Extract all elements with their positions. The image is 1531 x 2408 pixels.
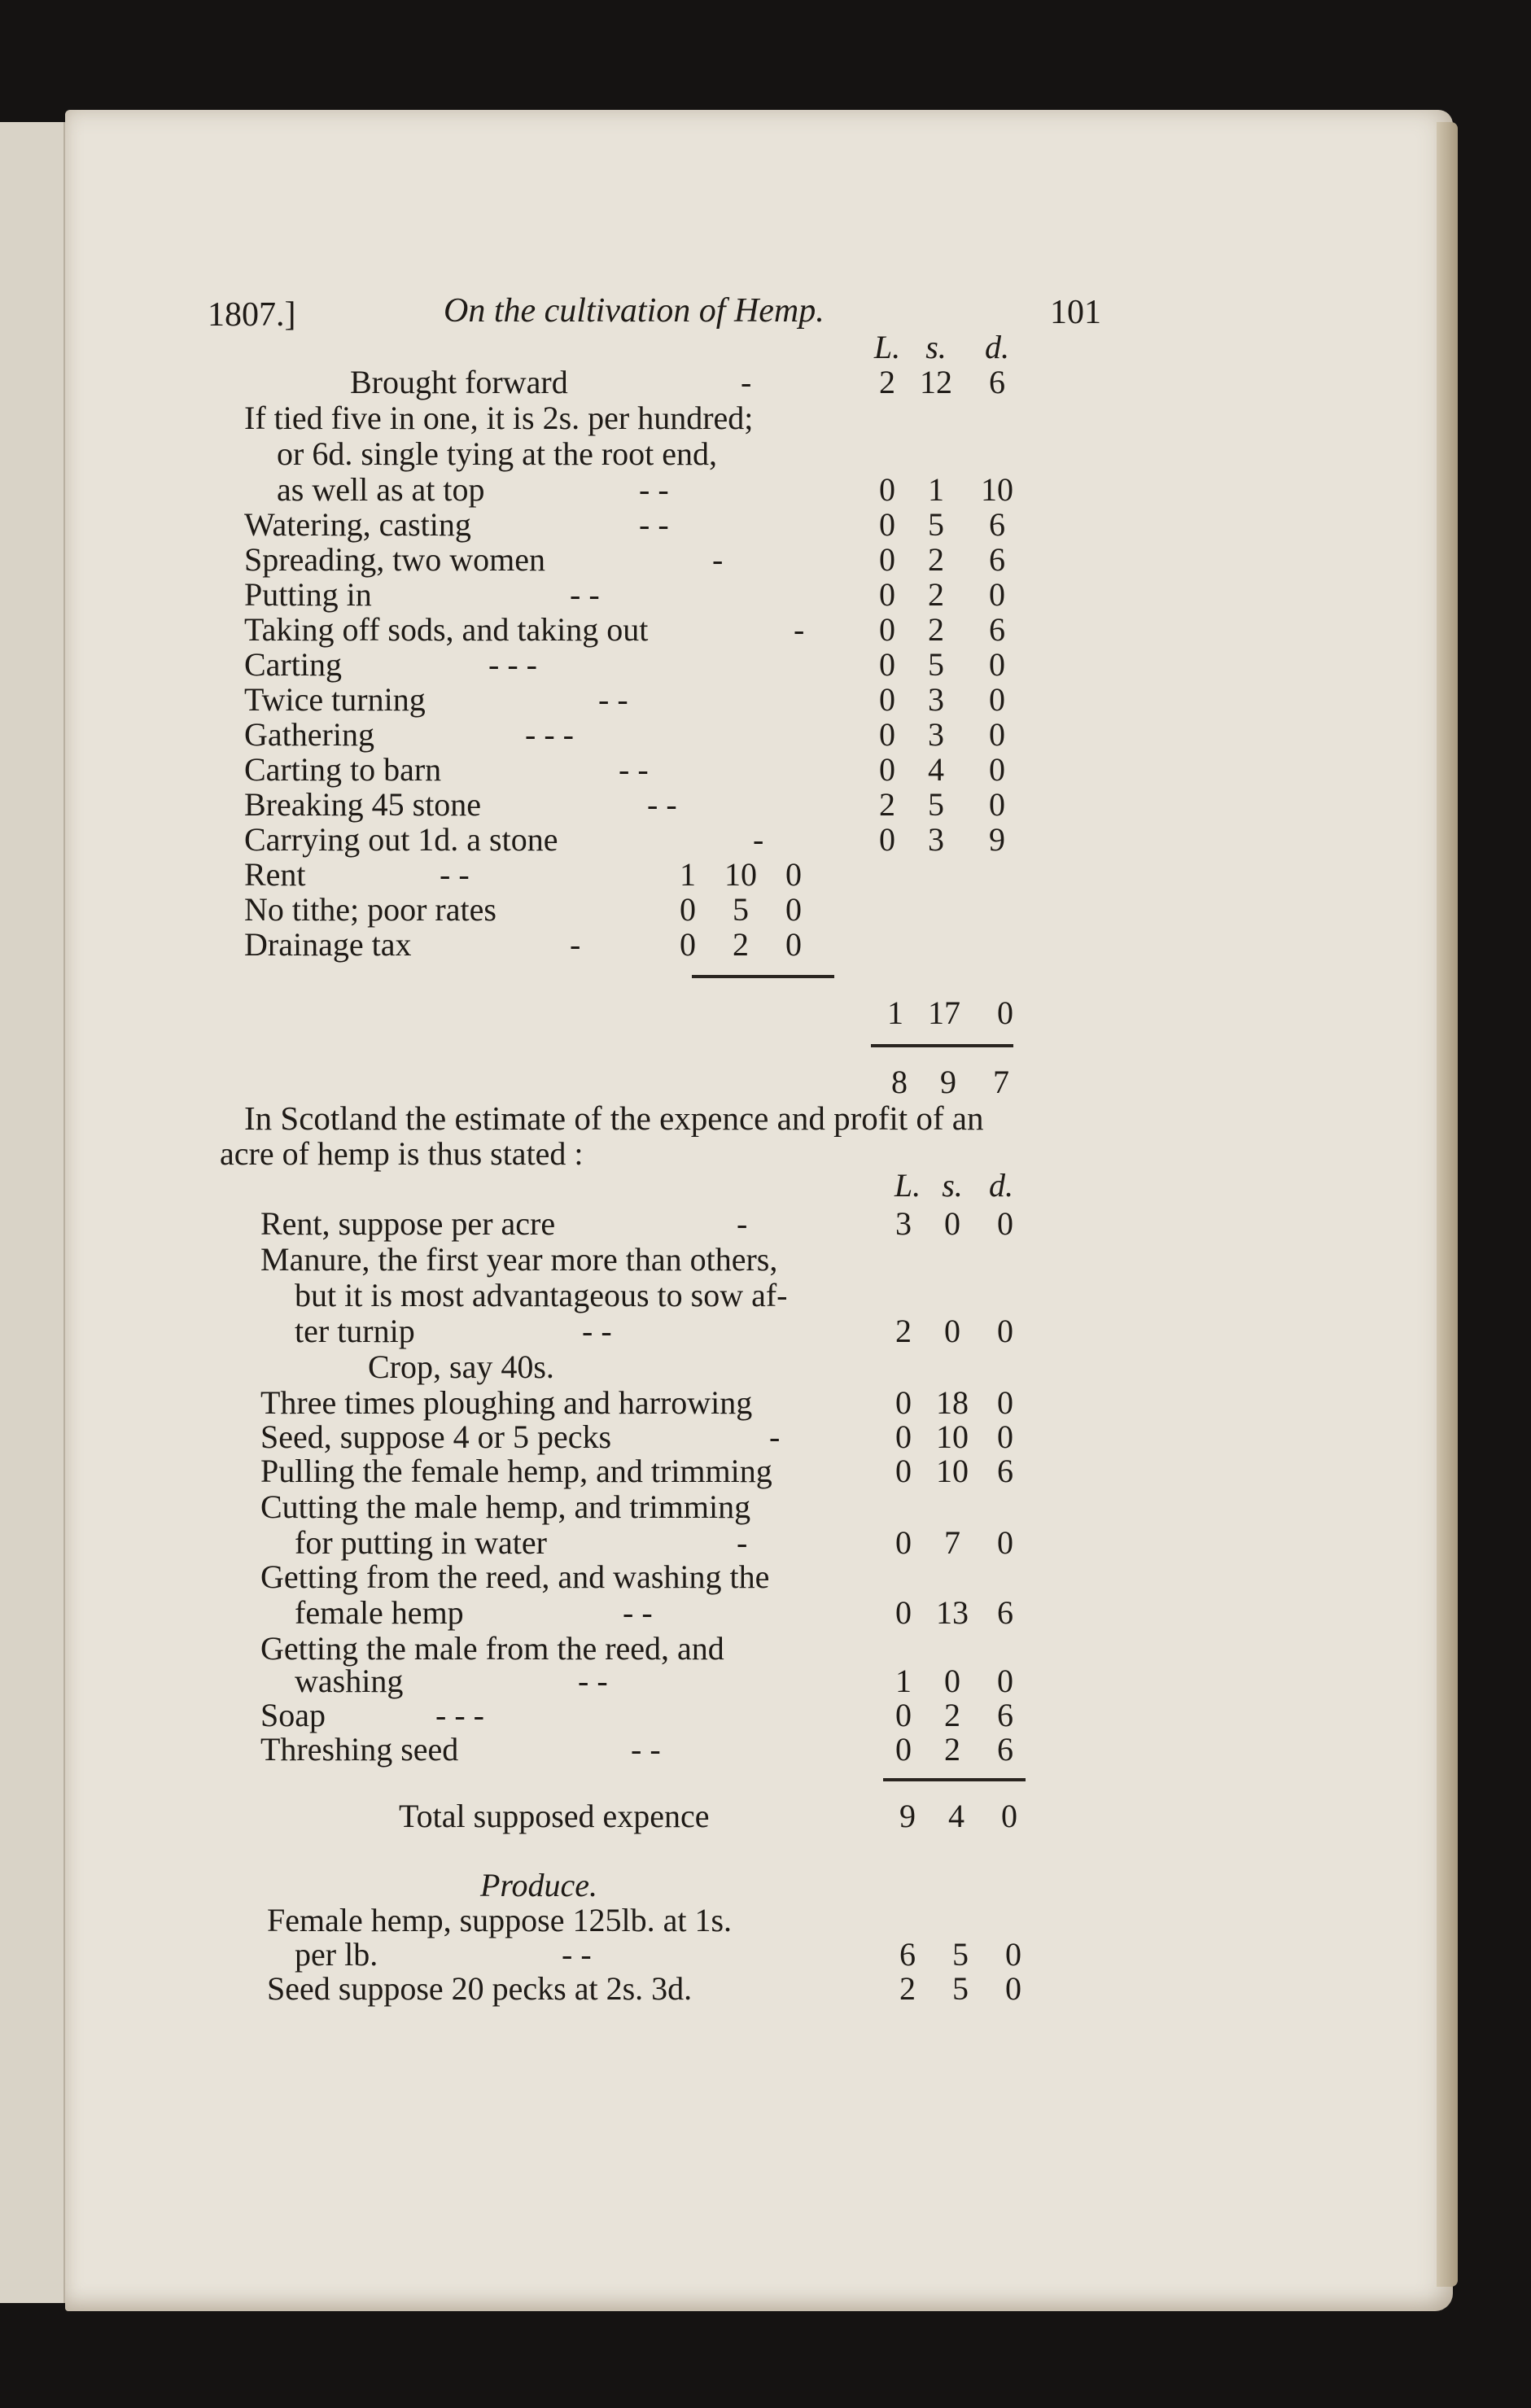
t2-row-line: ter turnip [295,1313,415,1349]
t1-subrow-dashes: - [570,926,581,963]
t1-row-dashes: - - [619,751,649,788]
t1-row-dashes: - - [570,576,600,613]
t2-row-s: 10 [936,1418,969,1455]
t1-subrow-label: Rent [244,856,306,893]
t1-row-l: 0 [879,611,895,648]
t1-subrow-l: 1 [680,856,696,893]
t1-row-dashes: - - [647,786,677,823]
t1-row-d: 0 [989,681,1005,718]
t1-row-label: Putting in [244,576,372,613]
t1-row-dashes: - - - [525,716,574,753]
t1-row-label: Gathering [244,716,374,753]
grand-total-l: 8 [891,1064,908,1100]
t2-row-dashes: - - [631,1731,661,1768]
brought-forward-label: Brought forward [350,364,568,400]
t2-row-s: 0 [944,1205,960,1242]
t2-row-d: 0 [997,1524,1013,1561]
t1-row-s: 5 [928,786,944,823]
t2-row-l: 0 [895,1418,912,1455]
produce-row-s: 5 [952,1936,969,1973]
t1-row-d: 0 [989,646,1005,683]
t1-row-s: 2 [928,611,944,648]
t2-row-line: Threshing seed [260,1731,459,1768]
total-expence-d: 0 [1001,1798,1017,1834]
t1-row-l: 2 [879,786,895,823]
brought-forward-dash: - [741,364,752,400]
t1-row-s: 3 [928,681,944,718]
t2-row-d: 0 [997,1384,1013,1421]
t2-row-line: but it is most advantageous to sow af- [295,1277,788,1313]
t2-row-l: 1 [895,1663,912,1699]
t1-row-s: 5 [928,506,944,543]
t2-row-line: Soap [260,1697,326,1733]
t1-row-dashes: - [712,541,724,578]
t2-row-s: 0 [944,1313,960,1349]
subtotal-rule [692,975,834,978]
total-expence-rule [883,1778,1026,1781]
t1-subrow-l: 0 [680,891,696,928]
t1-subrow-d: 0 [785,891,802,928]
produce-heading: Produce. [480,1867,598,1903]
t2-row-s: 10 [936,1453,969,1489]
produce-row-l: 2 [899,1970,916,2007]
t1-row-d: 9 [989,821,1005,858]
t2-currency-header-pence: d. [989,1167,1013,1204]
t1-subrow-d: 0 [785,856,802,893]
t1-row-d: 6 [989,506,1005,543]
t1-row-d: 10 [981,471,1013,508]
t2-row-d: 6 [997,1731,1013,1768]
t1-row-d: 0 [989,716,1005,753]
t1-row-dashes: - - [639,506,669,543]
t2-row-l: 3 [895,1205,912,1242]
t1-subrow-label: Drainage tax [244,926,412,963]
t2-row-line: female hemp [295,1594,464,1631]
t2-row-s: 18 [936,1384,969,1421]
t1-row-l: 0 [879,716,895,753]
t1-subrow-s: 2 [733,926,749,963]
t1-row-l: 0 [879,576,895,613]
t1-row-dashes: - - [639,471,669,508]
t1-row-s: 4 [928,751,944,788]
produce-row-l: 6 [899,1936,916,1973]
t1-row-s: 5 [928,646,944,683]
t1-row-l: 0 [879,751,895,788]
t2-row-l: 0 [895,1731,912,1768]
t1-row-l: 0 [879,506,895,543]
tying-line-2: or 6d. single tying at the root end, [277,435,718,472]
scotland-intro-line-2: acre of hemp is thus stated : [220,1135,584,1172]
t2-row-dashes: - - - [435,1697,484,1733]
produce-row-line: Female hemp, suppose 125lb. at 1s. [267,1902,733,1938]
t2-row-line: Cutting the male hemp, and trimming [260,1488,751,1525]
subtotal-d: 0 [997,994,1013,1031]
t2-row-l: 0 [895,1697,912,1733]
t2-currency-header-pounds: L. [894,1167,921,1204]
t2-row-s: 7 [944,1524,960,1561]
t2-row-line: Manure, the first year more than others, [260,1241,778,1278]
t1-row-d: 6 [989,611,1005,648]
t2-row-dashes: - - [623,1594,653,1631]
tying-line-1: If tied five in one, it is 2s. per hundred; [244,400,754,436]
grand-total-s: 9 [940,1064,956,1100]
produce-row-d: 0 [1005,1936,1021,1973]
t2-row-line: Getting the male from the reed, and [260,1630,724,1667]
t2-row-line: Getting from the reed, and washing the [260,1558,770,1595]
t2-row-line: Seed, suppose 4 or 5 pecks [260,1418,612,1455]
t2-row-l: 2 [895,1313,912,1349]
t1-row-l: 0 [879,646,895,683]
t1-subrow-s: 5 [733,891,749,928]
t1-row-s: 3 [928,821,944,858]
total-expence-label: Total supposed expence [399,1798,710,1834]
t2-row-line: Three times ploughing and harrowing [260,1384,753,1421]
t2-row-d: 6 [997,1697,1013,1733]
t1-subrow-d: 0 [785,926,802,963]
t2-row-d: 6 [997,1453,1013,1489]
t2-row-l: 0 [895,1384,912,1421]
t1-row-label: as well as at top [277,471,485,508]
t2-row-d: 0 [997,1663,1013,1699]
t1-subrow-l: 0 [680,926,696,963]
t2-row-line: Rent, suppose per acre [260,1205,556,1242]
t1-row-d: 0 [989,751,1005,788]
t1-row-d: 6 [989,541,1005,578]
t2-row-dashes: - [737,1524,748,1561]
header-title: On the cultivation of Hemp. [444,292,825,330]
t2-row-line: washing [295,1663,404,1699]
t1-row-s: 3 [928,716,944,753]
t1-subrow-dashes: - - [440,856,470,893]
t2-row-l: 0 [895,1594,912,1631]
t2-row-s: 13 [936,1594,969,1631]
grand-total-d: 7 [993,1064,1009,1100]
brought-forward-d: 6 [989,364,1005,400]
t1-row-l: 0 [879,541,895,578]
t1-row-label: Breaking 45 stone [244,786,482,823]
t2-row-d: 0 [997,1418,1013,1455]
subtotal-l: 1 [887,994,903,1031]
produce-row-line: Seed suppose 20 pecks at 2s. 3d. [267,1970,693,2007]
t1-row-label: Watering, casting [244,506,471,543]
total-expence-s: 4 [948,1798,965,1834]
brought-forward-s: 12 [920,364,952,400]
t2-currency-header-shillings: s. [942,1167,963,1204]
produce-row-s: 5 [952,1970,969,2007]
produce-row-dashes: - - [562,1936,592,1973]
t2-row-dashes: - [769,1418,781,1455]
currency-header-pence: d. [985,329,1009,365]
t1-row-l: 0 [879,821,895,858]
currency-header-pounds: L. [873,329,901,365]
t2-row-s: 2 [944,1731,960,1768]
t1-row-dashes: - - - [488,646,537,683]
t1-subrow-s: 10 [724,856,757,893]
t2-row-dashes: - [737,1205,748,1242]
scotland-intro-line-1: In Scotland the estimate of the expence and profit of an [244,1099,984,1137]
t1-subrow-label: No tithe; poor rates [244,891,496,928]
produce-row-d: 0 [1005,1970,1021,2007]
t2-row-line: for putting in water [295,1524,547,1561]
t1-row-dashes: - [794,611,805,648]
t1-row-d: 0 [989,576,1005,613]
t2-row-s: 0 [944,1663,960,1699]
page-edge-shadow [1437,122,1458,2287]
t1-row-label: Twice turning [244,681,426,718]
t2-row-line: Crop, say 40s. [368,1348,554,1385]
total-expence-l: 9 [899,1798,916,1834]
t2-row-l: 0 [895,1453,912,1489]
t2-row-d: 0 [997,1205,1013,1242]
grand-total-rule [871,1044,1013,1047]
page-number: 101 [1050,294,1101,331]
currency-header-shillings: s. [925,329,947,365]
t2-row-l: 0 [895,1524,912,1561]
t1-row-label: Spreading, two women [244,541,545,578]
t1-row-dashes: - - [598,681,628,718]
t2-row-d: 6 [997,1594,1013,1631]
t1-row-d: 0 [989,786,1005,823]
brought-forward-l: 2 [879,364,895,400]
t1-row-s: 2 [928,541,944,578]
subtotal-s: 17 [928,994,960,1031]
t1-row-label: Carting to barn [244,751,442,788]
produce-row-line: per lb. [295,1936,378,1973]
t2-row-d: 0 [997,1313,1013,1349]
t2-row-dashes: - - [578,1663,608,1699]
t1-row-s: 1 [928,471,944,508]
t1-row-l: 0 [879,681,895,718]
t1-row-label: Carrying out 1d. a stone [244,821,558,858]
t1-row-label: Carting [244,646,342,683]
t2-row-line: Pulling the female hemp, and trimming [260,1453,772,1489]
header-year: 1807.] [208,296,296,334]
t1-row-dashes: - [753,821,764,858]
t1-row-s: 2 [928,576,944,613]
t2-row-dashes: - - [582,1313,612,1349]
left-page-edge [0,122,65,2303]
t1-row-l: 0 [879,471,895,508]
t1-row-label: Taking off sods, and taking out [244,611,649,648]
t2-row-s: 2 [944,1697,960,1733]
